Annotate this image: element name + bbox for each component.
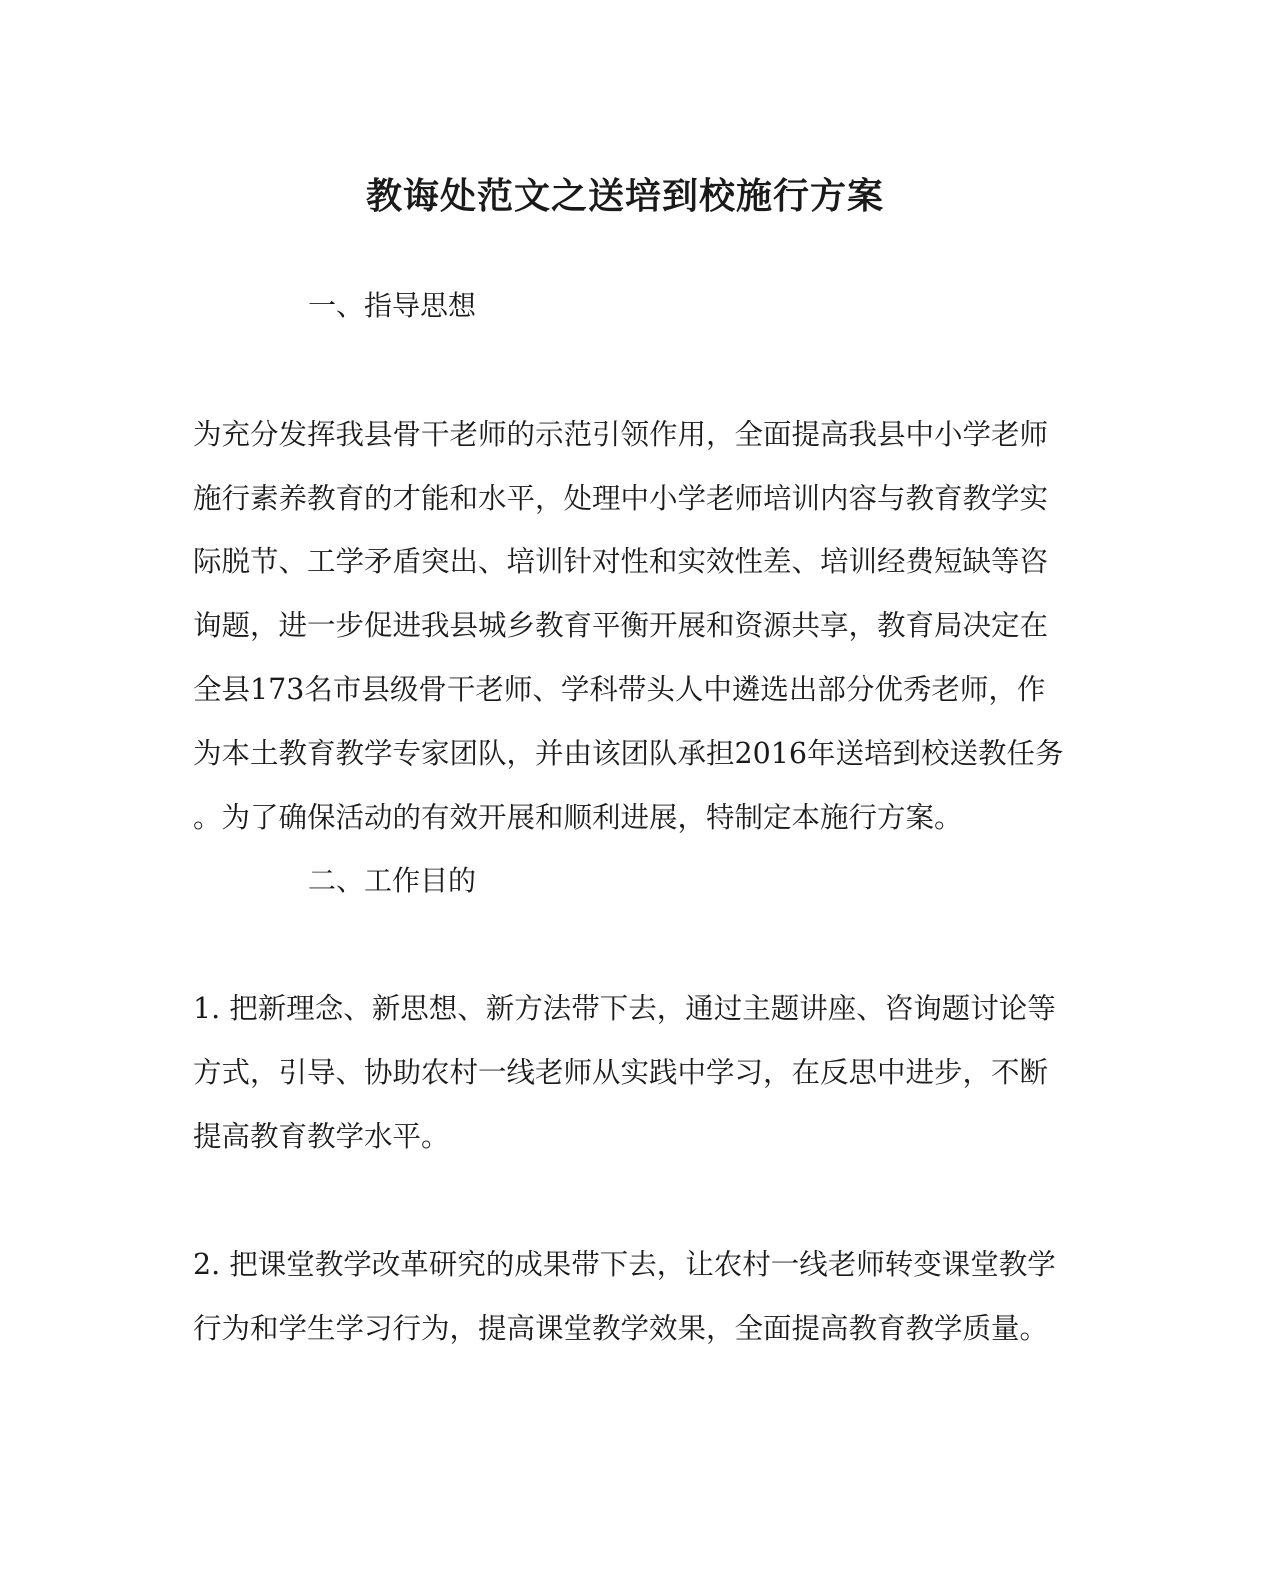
paragraph-line: 全县173名市县级骨干老师、学科带头人中遴选出部分优秀老师，作	[193, 673, 1046, 706]
section-heading-guiding-ideology: 一、指导思想	[308, 289, 477, 322]
paragraph-line: 际脱节、工学矛盾突出、培训针对性和实效性差、培训经费短缺等咨	[193, 545, 1049, 578]
paragraph-line: 2. 把课堂教学改革研究的成果带下去，让农村一线老师转变课堂教学	[193, 1248, 1056, 1281]
section-heading-work-goals: 二、工作目的	[308, 864, 477, 897]
paragraph-line: 行为和学生学习行为，提高课堂教学效果，全面提高教育教学质量。	[193, 1312, 1049, 1345]
paragraph-line: 提高教育教学水平。	[193, 1120, 450, 1153]
paragraph-line: 施行素养教育的才能和水平，处理中小学老师培训内容与教育教学实	[193, 482, 1049, 515]
paragraph-line: 询题，进一步促进我县城乡教育平衡开展和资源共享，教育局决定在	[193, 609, 1049, 642]
paragraph-line: 为本土教育教学专家团队，并由该团队承担2016年送培到校送教任务	[193, 737, 1064, 770]
paragraph-line: 1. 把新理念、新思想、新方法带下去，通过主题讲座、咨询题讨论等	[193, 992, 1056, 1025]
paragraph-line: 方式，引导、协助农村一线老师从实践中学习，在反思中进步，不断	[193, 1056, 1049, 1089]
paragraph-line: 。为了确保活动的有效开展和顺利进展，特制定本施行方案。	[193, 801, 963, 834]
document-title: 教诲处范文之送培到校施行方案	[365, 175, 884, 217]
paragraph-line: 为充分发挥我县骨干老师的示范引领作用，全面提高我县中小学老师	[193, 418, 1049, 451]
